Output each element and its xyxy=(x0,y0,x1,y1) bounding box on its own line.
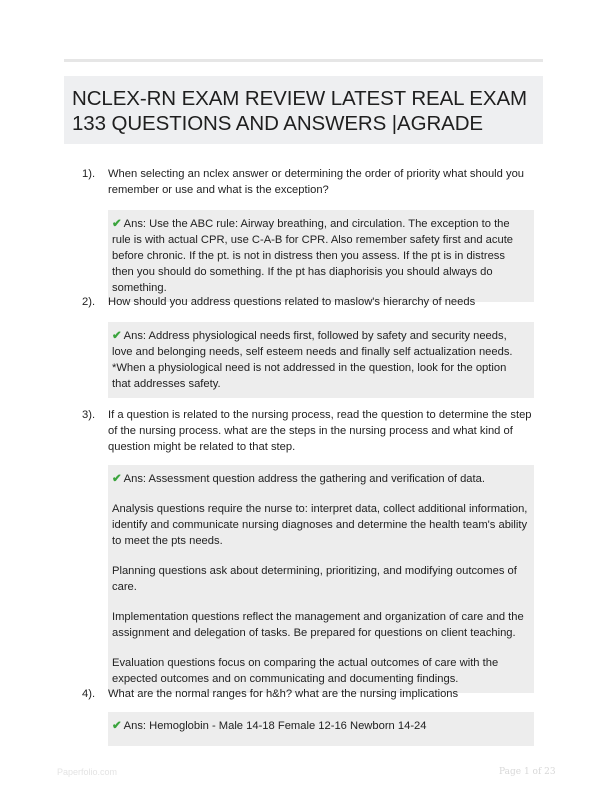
answer-box xyxy=(108,322,534,398)
answer-box xyxy=(108,712,534,746)
answer-paragraph: Planning questions ask about determining, prioritizing, and modifying outcomes of care. xyxy=(112,565,517,593)
answer-paragraph: Implementation questions reflect the management and organization of care and the assignment and delegation of tasks. Be prepared for questions on client teaching. xyxy=(112,611,524,639)
question-row xyxy=(64,166,543,198)
check-icon: ✔ xyxy=(112,330,122,342)
answer-box xyxy=(108,210,534,302)
answer-text: Ans: Use the ABC rule: Airway breathing, and circulation. The exception to the rule is with actual CPR, use C-A-B for CPR. Also remember safety first and acute before chronic. If the pt. is not in distress then you assess. If the pt is in distress then you should do something. If the pt has diaphorisis you should always do something. xyxy=(112,218,514,294)
check-icon: ✔ xyxy=(112,218,122,230)
answer-paragraph xyxy=(112,216,528,296)
answer-box xyxy=(108,465,534,693)
answer-paragraph: Evaluation questions focus on comparing the actual outcomes of care with the expected outcomes and on communicating and documenting findings. xyxy=(112,657,499,685)
question-number: 2). xyxy=(82,296,96,308)
question-number: 3). xyxy=(82,409,96,421)
answer-paragraph xyxy=(112,718,528,734)
qa-item-3 xyxy=(64,407,543,693)
answer-paragraph xyxy=(112,471,528,487)
question-text: When selecting an nclex answer or determining the order of priority what should you remember or use and what is the exception? xyxy=(108,168,525,196)
page-number: Page 1 of 23 xyxy=(499,767,556,777)
title-line-2: 133 QUESTIONS AND ANSWERS |AGRADE xyxy=(72,112,483,135)
check-icon: ✔ xyxy=(112,720,122,732)
question-row xyxy=(64,686,543,702)
document-title xyxy=(72,86,535,136)
question-text: If a question is related to the nursing process, read the question to determine the step of the nursing process. what are the steps in the nursing process and what kind of question might be related to that step. xyxy=(108,409,532,453)
qa-item-1 xyxy=(64,166,543,302)
title-line-1: NCLEX-RN EXAM REVIEW LATEST REAL EXAM xyxy=(72,87,527,110)
question-number: 1). xyxy=(82,168,96,180)
question-row xyxy=(64,407,543,455)
document-title-box xyxy=(64,76,543,144)
question-text: What are the normal ranges for h&h? what are the nursing implications xyxy=(108,688,459,700)
answer-text: Ans: Assessment question address the gathering and verification of data. xyxy=(123,473,485,485)
qa-item-4 xyxy=(64,686,543,746)
qa-item-2 xyxy=(64,294,543,398)
top-divider xyxy=(64,59,543,62)
footer-watermark: Paperfolio.com xyxy=(57,767,118,777)
answer-paragraph xyxy=(112,328,528,392)
question-text: How should you address questions related to maslow's hierarchy of needs xyxy=(108,296,476,308)
question-number: 4). xyxy=(82,688,96,700)
answer-paragraph: Analysis questions require the nurse to: interpret data, collect additional information, identify and communicate nursing diagnoses and determine the health team's ability to meet the pts needs. xyxy=(112,503,528,547)
question-row xyxy=(64,294,543,310)
answer-text: Ans: Hemoglobin - Male 14-18 Female 12-16 Newborn 14-24 xyxy=(123,720,427,732)
check-icon: ✔ xyxy=(112,473,122,485)
answer-text: Ans: Address physiological needs first, followed by safety and security needs, love and belonging needs, self esteem needs and finally self actualization needs. *When a physiological need is not addressed in the question, look for the option that addresses safety. xyxy=(112,330,513,390)
